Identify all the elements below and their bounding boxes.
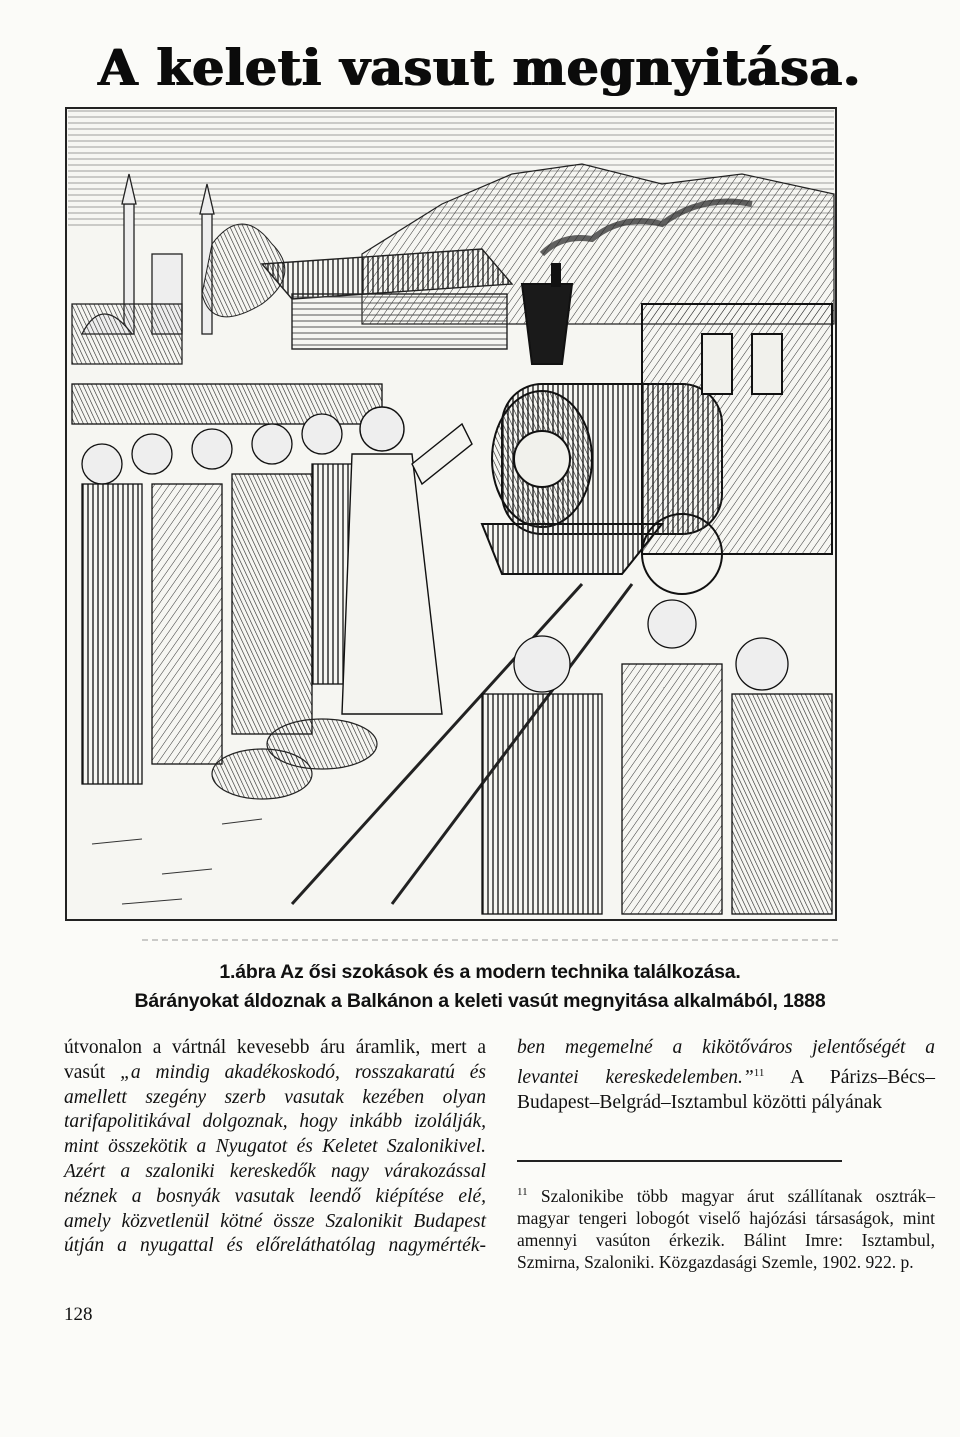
text-fragment: vasút bbox=[64, 1061, 121, 1083]
footnote-line: Szmirna, Szaloniki. Közgazdasági Szemle, 1902. 922. p. bbox=[517, 1252, 914, 1272]
text-line: Azért a szaloniki kereskedők nagy várakozással bbox=[64, 1160, 486, 1182]
footnote-marker: 11 bbox=[517, 1186, 528, 1198]
text-line: mint összekötik a Nyugatot és Keletet Szalonikivel. bbox=[64, 1136, 486, 1158]
footnote-line: magyar tengeri lobogót viselő hajózási társaságok, mint bbox=[517, 1208, 935, 1228]
footnote-line: amennyi vasúton érkezik. Bálint Imre: Isztambul, bbox=[517, 1230, 935, 1250]
footnote bbox=[517, 1181, 935, 1273]
text-fragment: Szalonikibe több magyar árut szállítanak osztrák– bbox=[527, 1186, 935, 1206]
figure-caption-line-2: Bárányokat áldoznak a Balkánon a keleti vasút megnyitása alkalmából, 1888 bbox=[134, 990, 826, 1012]
text-line: amely közvetlenül kötné össze Szalonikit Budapest bbox=[64, 1210, 486, 1232]
text-line: Budapest–Belgrád–Isztambul közötti pályának bbox=[517, 1091, 882, 1113]
text-line: útján a nyugattal és előreláthatólag nagymérték- bbox=[64, 1235, 486, 1257]
right-text-column bbox=[517, 1036, 935, 1115]
figure-caption-line-1: 1.ábra Az ősi szokások és a modern technika találkozása. bbox=[219, 961, 741, 983]
footnote-reference[interactable]: 11 bbox=[753, 1066, 765, 1079]
footnote-divider bbox=[517, 1160, 842, 1162]
text-line: néznek a bosnyák vasutak leendő kiépítése elé, bbox=[64, 1185, 486, 1207]
text-fragment: A Párizs–Bécs– bbox=[764, 1066, 935, 1088]
left-text-column bbox=[64, 1036, 486, 1259]
text-line bbox=[517, 1061, 935, 1091]
text-line: ben megemelné a kikötőváros jelentőségét a bbox=[517, 1037, 935, 1058]
text-line: tarifapolitikával dolgoznak, hogy inkább izolálják, bbox=[64, 1111, 486, 1133]
page-number: 128 bbox=[64, 1304, 93, 1325]
engraving-illustration bbox=[62, 104, 840, 946]
footnote-line bbox=[517, 1181, 935, 1207]
text-line: amellett szegény szerb vasutak kezében olyan bbox=[64, 1086, 486, 1108]
quote-fragment: levantei kereskedelemben.” bbox=[517, 1066, 754, 1088]
text-line bbox=[64, 1061, 486, 1086]
quote-fragment: „a mindig akadékoskodó, rosszakaratú és bbox=[120, 1061, 486, 1083]
text-line: útvonalon a vártnál kevesebb áru áramlik, mert a bbox=[64, 1037, 486, 1058]
page-title: A keleti vasut megnyitása. bbox=[98, 38, 862, 97]
